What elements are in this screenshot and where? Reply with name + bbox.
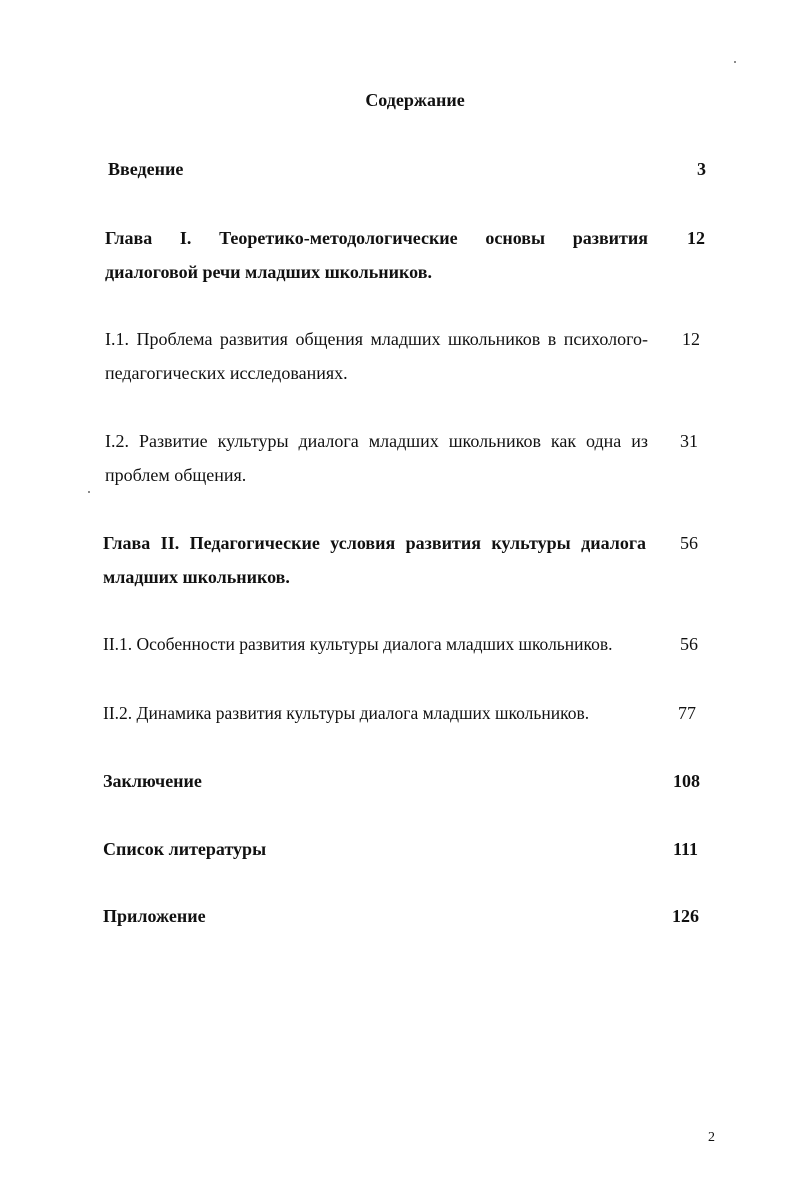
toc-entry-text-line1: I.2. Развитие культуры диалога младших школьников как одна из [105,431,648,451]
page-title: Содержание [365,90,465,110]
toc-entry-text-line2: педагогических исследованиях. [105,363,348,383]
toc-entry-conclusion [103,764,700,798]
toc-entry-page: 31 [680,431,698,451]
toc-entry-text-line2: проблем общения. [105,465,247,485]
toc-entry-appendix [103,899,700,933]
toc-entry-text-line1: I.1. Проблема развития общения младших школьников в психолого- [105,329,648,349]
page-number: 2 [708,1130,715,1145]
toc-entry-section-2-2 [103,696,698,730]
toc-entry-text: II.1. Особенности развития культуры диалога младших школьников. [103,634,613,654]
toc-entry-text: Список литературы [103,839,267,859]
toc-entry-text: Заключение [103,771,202,791]
toc-entry-page: 3 [697,159,706,179]
toc-entry-text: Введение [108,159,184,179]
toc-entry-chapter-1 [105,221,705,289]
toc-entry-page: 111 [672,839,698,859]
toc-entry-introduction [108,152,706,186]
toc-entry-section-1-1 [105,322,700,390]
toc-entry-text-line1: Глава II. Педагогические условия развития культуры диалога [103,533,646,553]
toc-entry-page: 77 [678,703,696,723]
toc-entry-page: 12 [682,329,700,349]
toc-entry-page: 56 [680,634,698,654]
toc-entry-chapter-2 [103,526,698,594]
toc-entry-section-2-1 [103,627,698,661]
toc-entry-page: 12 [687,228,705,248]
toc-entry-section-1-2 [105,424,700,492]
toc-entry-text-line2: младших школьников. [103,567,290,587]
toc-entry-page: 126 [672,906,699,926]
toc-entry-text-line1: Глава I. Теоретико-методологические основы развития [105,228,648,248]
toc-entry-text: Приложение [103,906,206,926]
toc-entry-text: II.2. Динамика развития культуры диалога младших школьников. [103,703,590,723]
scan-speck [734,61,736,63]
toc-entry-bibliography [103,832,700,866]
toc-entry-text-line2: диалоговой речи младших школьников. [105,262,432,282]
scan-speck [88,491,90,493]
toc-entry-page: 108 [673,771,700,791]
toc-entry-page: 56 [680,533,698,553]
